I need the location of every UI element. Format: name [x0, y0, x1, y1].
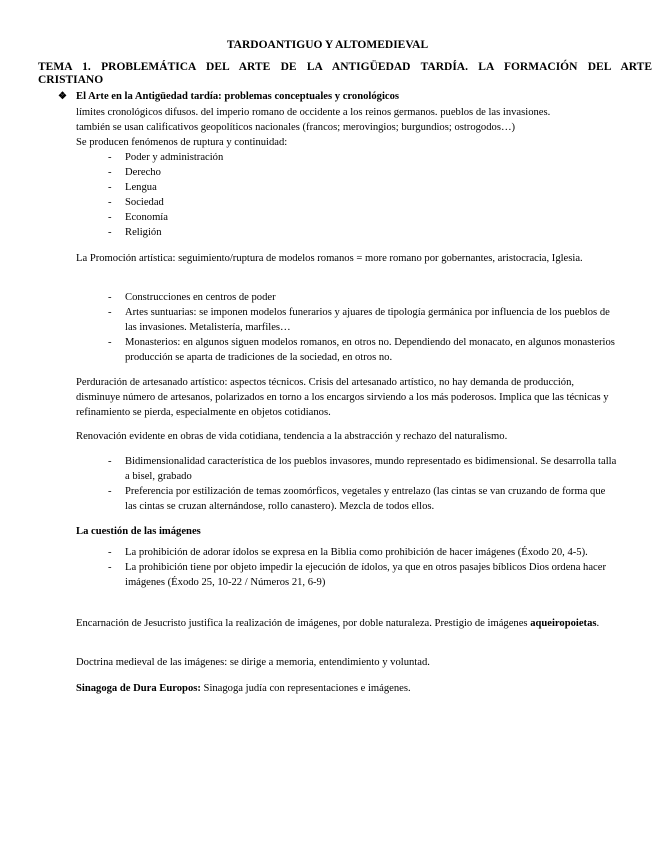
section1-line2: también se usan calificativos geopolíticos nacionales (francos; merovingios; burgundios; ostrogodos…) — [76, 122, 516, 133]
document-title: TARDOANTIGUO Y ALTOMEDIEVAL — [226, 39, 429, 51]
list-item: - Economía — [108, 210, 618, 225]
list-item: - Sociedad — [108, 195, 618, 210]
list-item: - Derecho — [108, 165, 618, 180]
section1-heading — [58, 89, 399, 104]
section1-line1: límites cronológicos difusos. del imperio romano de occidente a los reinos germanos. pueblos de las invasiones. — [76, 107, 551, 118]
promocion-list — [108, 290, 618, 365]
list-item: - La prohibición de adorar ídolos se expresa en la Biblia como prohibición de hacer imágenes (Éxodo 20, 4-5). — [108, 545, 618, 560]
list-item: - Poder y administración — [108, 150, 618, 165]
renovacion-list — [108, 454, 618, 514]
section1-line3: Se producen fenómenos de ruptura y continuidad: — [76, 137, 288, 148]
encarnacion-paragraph — [76, 616, 616, 631]
tema-heading-line1: TEMA 1. PROBLEMÁTICA DEL ARTE DE LA ANTIGÜEDAD TARDÍA. LA FORMACIÓN DEL ARTE — [38, 61, 652, 73]
encarnacion-end: . — [596, 618, 600, 629]
imagenes-list — [108, 545, 618, 590]
list-item: - Monasterios: en algunos siguen modelos romanos, en otros no. Dependiendo del monacato, en algunos monasterios producción se aparta de tradiciones de la sociedad, en otros no. — [108, 335, 618, 365]
section2-heading: La cuestión de las imágenes — [76, 526, 201, 537]
section1-heading-text: El Arte en la Antigüedad tardía: problemas conceptuales y cronológicos — [76, 91, 400, 102]
doctrina-paragraph: Doctrina medieval de las imágenes: se dirige a memoria, entendimiento y voluntad. — [76, 657, 430, 668]
list-item: - Bidimensionalidad característica de los pueblos invasores, mundo representado es bidimensional. Se desarrolla talla a bisel, grabado — [108, 454, 618, 484]
list-item: - Artes suntuarias: se imponen modelos funerarios y ajuares de tipología germánica por influencia de los pueblos de las invasiones. Metalistería, marfiles… — [108, 305, 618, 335]
list-item: - La prohibición tiene por objeto impedir la ejecución de ídolos, ya que en otros pasajes bíblicos Dios ordena hacer imágenes (Éxodo 25, 10-22 / Números 21, 6-9) — [108, 560, 618, 590]
sinagoga-bold-term: Sinagoga de Dura Europos: — [76, 683, 201, 694]
sinagoga-paragraph — [76, 681, 616, 696]
list-item: - Preferencia por estilización de temas zoomórficos, vegetales y entrelazo (las cintas se van cruzando de forma que las cintas se cruzan alternándose, rollo canastero). Mezcla de todos ellos. — [108, 484, 618, 514]
list-item: - Lengua — [108, 180, 618, 195]
continuity-list — [108, 150, 618, 240]
list-item: - Construcciones en centros de poder — [108, 290, 618, 305]
bullet-diamond-icon: ❖ — [58, 91, 67, 102]
renovacion-paragraph: Renovación evidente en obras de vida cotidiana, tendencia a la abstracción y rechazo del naturalismo. — [76, 431, 508, 442]
promocion-paragraph: La Promoción artística: seguimiento/ruptura de modelos romanos = more romano por gobernantes, aristocracia, Iglesia. — [76, 253, 583, 264]
list-item: - Religión — [108, 225, 618, 240]
encarnacion-bold-term: aqueiropoietas — [530, 618, 597, 629]
sinagoga-text: Sinagoga judía con representaciones e imágenes. — [200, 683, 411, 694]
perduracion-paragraph: Perduración de artesanado artístico: aspectos técnicos. Crisis del artesanado artístico, no hay demanda de producción, disminuye número de artesanos, polarizados en torno a los encargos sirviendo a los más poderosos. Implica que las técnicas y refinamiento se pierda, especialmente en objetos cotidianos. — [76, 377, 609, 418]
encarnacion-text: Encarnación de Jesucristo justifica la realización de imágenes, por doble naturaleza. Prestigio de imágenes — [76, 618, 528, 629]
tema-heading-line2: CRISTIANO — [38, 74, 104, 86]
